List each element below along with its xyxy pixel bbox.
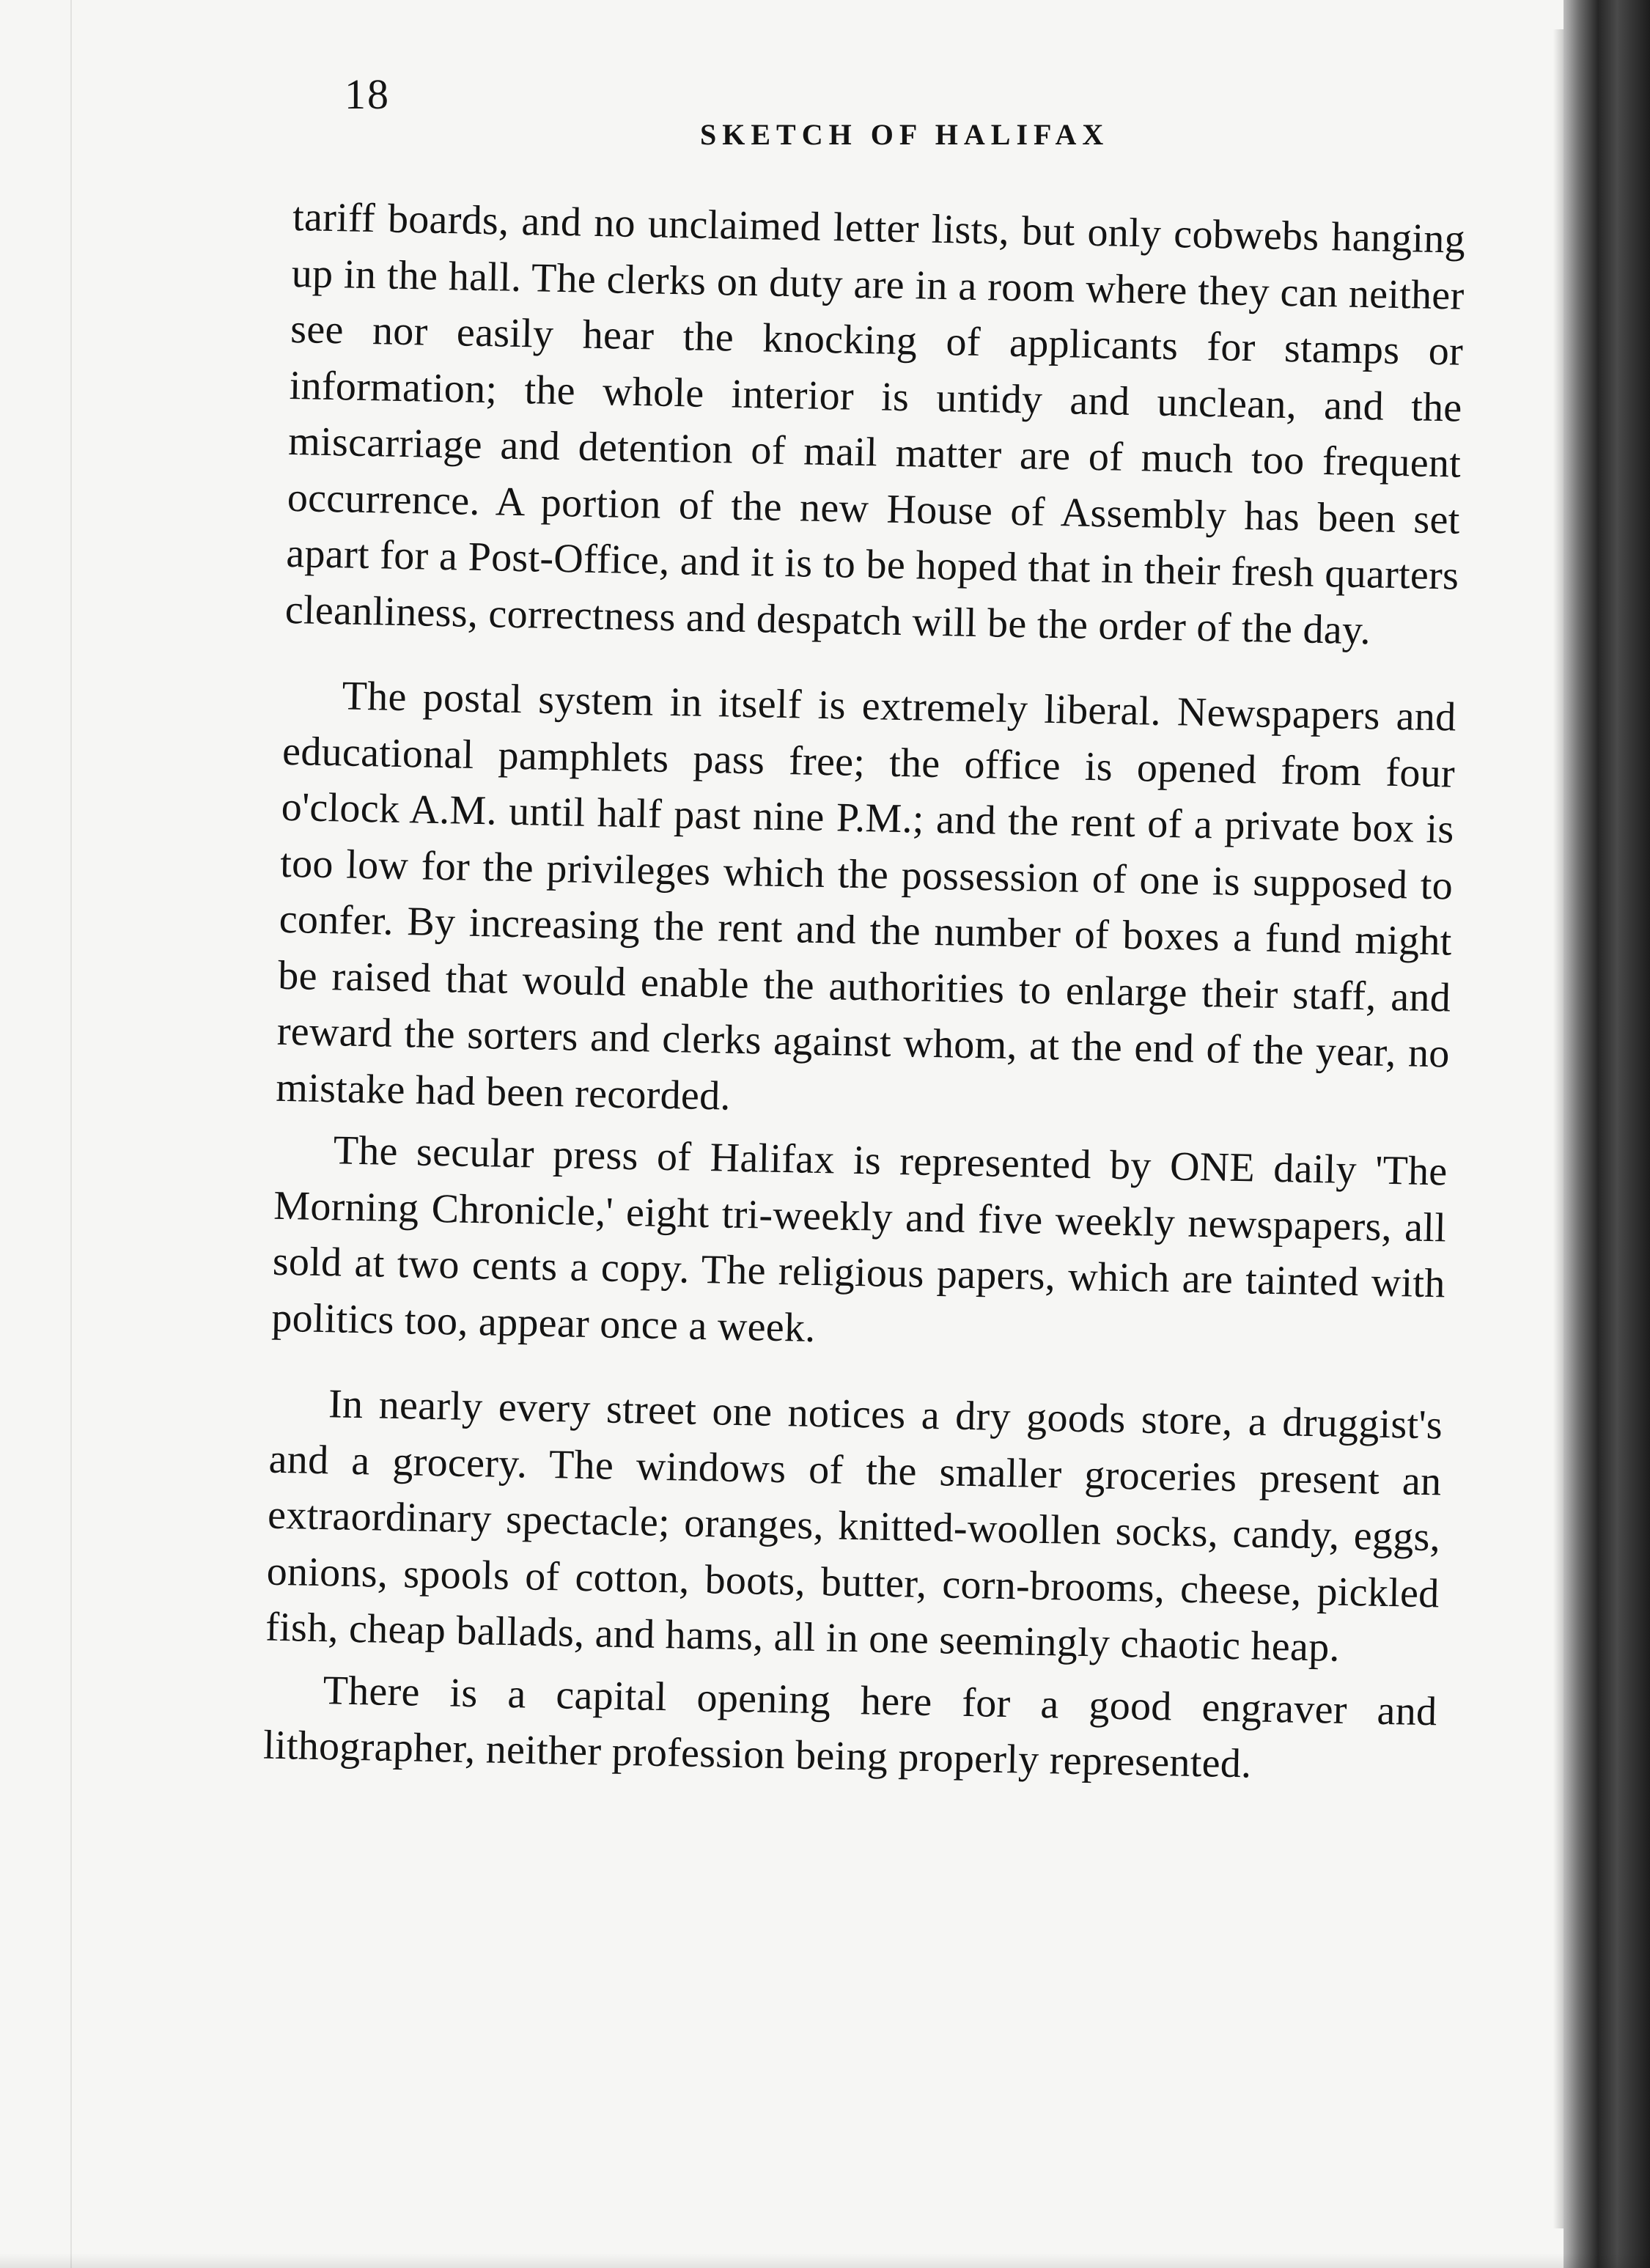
paragraph-postal-system: The postal system in itself is extremely liberal. Newspapers and educational pamphlets pass free; the office is opened from four o'clock A.M. until half past nine P.M.; and the rent of a private box is too low for the privileges which the possession of one is supposed to confer. By increasing the rent and the number of boxes a fund might be raised that would enable the authorities to enlarge their staff, and reward the sorters and clerks against whom, at the end of the year, no mistake had been recorded. — [275, 673, 1457, 1119]
paragraph-stores: In nearly every street one notices a dry goods store, a druggist's and a grocery. The windows of the smaller groceries present an extraordinary spectacle; oranges, knitted-woollen socks, candy, eggs, onions, spools of cotton, boots, butter, corn-brooms, cheese, pickled fish, cheap ballads, and hams, all in one seemingly chaotic heap. — [265, 1381, 1443, 1671]
book-spine — [1564, 0, 1650, 2268]
paragraph-post-office: tariff boards, and no unclaimed letter lists, but only cobwebs hanging up in the hall. The clerks on duty are in a room where they can neither see nor easily hear the knocking of applicants for stamps or information; the whole interior is untidy and unclean, and the miscarriage and detention of mail matter are of much too frequent occurrence. A portion of the new House of Assembly has been set apart for a Post-Office, and it is to be hoped that in their fresh quarters cleanliness, correctness and despatch will be the order of the day. — [284, 194, 1466, 653]
paragraph-engraver: There is a capital opening here for a good engraver and lithographer, neither profession being properly represented. — [262, 1667, 1438, 1787]
page-margin-shadow — [70, 0, 72, 2268]
paragraph-secular-press: The secular press of Halifax is represented by ONE daily 'The Morning Chronicle,' eight tri-weekly and five weekly newspapers, all sold at two cents a copy. The religious papers, which are tainted with politics too, appear once a week. — [270, 1127, 1448, 1351]
gutter-shadow — [1553, 29, 1564, 2228]
page-number: 18 — [345, 70, 390, 118]
running-head: SKETCH OF HALIFAX — [700, 118, 1110, 151]
body-text — [263, 189, 1466, 1796]
page-bottom-shadow — [0, 2253, 1650, 2268]
